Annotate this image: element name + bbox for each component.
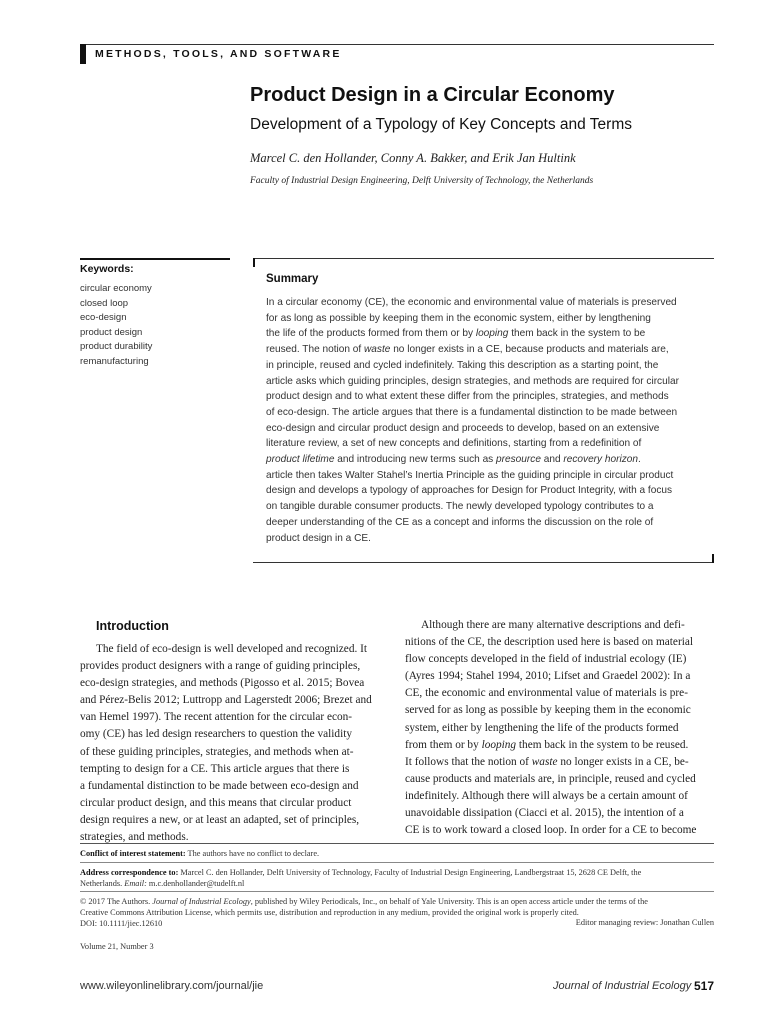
text-line: product design and to what extent these differ from the principles, strategies, and methods	[266, 391, 669, 403]
text-line: article asks which guiding principles, design strategies, and methods are required for circular	[266, 375, 679, 387]
text-line: a fundamental distinction to be made between eco-design and	[80, 779, 359, 792]
summary-top-rule	[253, 258, 714, 259]
text-line: The field of eco-design is well developed and recognized. It	[96, 643, 368, 655]
keyword-item: remanufacturing	[80, 355, 149, 367]
text-line: product design in a CE.	[266, 532, 371, 544]
text-line: unavoidable dissipation (Ciacci et al. 2015), the intention of a	[405, 807, 684, 820]
keywords-list	[80, 282, 152, 369]
email-label: Email:	[124, 879, 147, 888]
text-line: flow concepts developed in the field of industrial ecology (IE)	[405, 653, 687, 666]
keyword-item: product durability	[80, 341, 153, 352]
author-affiliation: Faculty of Industrial Design Engineering, Delft University of Technology, the Netherlands	[250, 176, 594, 186]
summary-corner-tick	[253, 258, 255, 267]
text-line: in principle, reused and cycled indefinitely. Taking this description as a starting point, the	[266, 359, 659, 371]
section-marker	[80, 44, 86, 64]
text-line: design requires a new, or at least an adapted, set of principles,	[80, 813, 360, 826]
conflict-statement	[80, 848, 319, 859]
footnote-rule	[80, 862, 714, 863]
address-text: Marcel C. den Hollander, Delft University of Technology, Faculty of Industrial Design Engineering, Landbergstraat 15, 2628 CE Delft, the	[178, 868, 642, 877]
text-line: van Hemel 1997). The recent attention for the circular econ-	[80, 711, 353, 724]
text-line: of eco-design. The article argues that there is a fundamental distinction to be made between	[266, 406, 678, 418]
text-line: the life of the products formed from them or by looping them back in the system to be	[266, 328, 646, 340]
volume-number: Volume 21, Number 3	[80, 942, 154, 951]
journal-name: Journal of Industrial Ecology	[553, 980, 692, 992]
text-line: on tangible durable consumer products. The newly developed typology contributes to a	[266, 501, 654, 513]
keyword-item: circular economy	[80, 283, 152, 294]
copyright-text: , published by Wiley Periodicals, Inc., on behalf of Yale University. This is an open access article under the terms of the	[250, 897, 648, 906]
text-line: and Pérez-Belis 2012; Luttropp and Lagerstedt 2006; Brezet and	[80, 694, 372, 707]
conflict-label: Conflict of interest statement:	[80, 849, 186, 858]
footnote-rule	[80, 843, 714, 844]
text-line: omy (CE) has led design researchers to question the validity	[80, 728, 352, 741]
text-line: eco-design strategies, and methods (Pigosso et al. 2015; Bovea	[80, 677, 365, 690]
summary-bottom-rule	[253, 562, 714, 563]
email-address[interactable]: m.c.denhollander@tudelft.nl	[146, 879, 245, 888]
keywords-rule	[80, 258, 230, 260]
text-line: (Ayres 1994; Stahel 1994, 2010; Lifset and Graedel 2002): In a	[405, 670, 691, 683]
text-line: of these guiding principles, strategies, and methods when at-	[80, 745, 354, 758]
introduction-heading: Introduction	[96, 619, 169, 633]
summary-title: Summary	[266, 273, 319, 285]
keyword-item: product design	[80, 326, 143, 338]
author-list: Marcel C. den Hollander, Conny A. Bakker, and Erik Jan Hultink	[250, 151, 576, 165]
address-text: Netherlands.	[80, 879, 125, 888]
copyright-notice	[80, 896, 648, 929]
text-line: CE, the economic and environmental value of materials is pre-	[405, 687, 688, 700]
summary-text	[266, 295, 700, 546]
text-line: provides product designers with a range of guiding principles,	[80, 660, 361, 673]
text-line: literature review, a set of new concepts and definitions, starting from a redefinition of	[266, 438, 642, 450]
section-label: METHODS, TOOLS, AND SOFTWARE	[95, 48, 342, 60]
text-line: product lifetime and introducing new terms such as presource and recovery horizon.	[266, 454, 641, 466]
article-title: Product Design in a Circular Economy	[250, 84, 615, 106]
text-line: system, either by lengthening the life of the products formed	[405, 721, 679, 734]
text-line: In a circular economy (CE), the economic and environmental value of materials is preserved	[266, 297, 677, 308]
text-line: Although there are many alternative descriptions and defi-	[421, 619, 685, 631]
text-line: circular product design, and this means that circular product	[80, 796, 352, 809]
address-label: Address correspondence to:	[80, 868, 179, 877]
body-column-left	[80, 641, 390, 846]
keyword-item: eco-design	[80, 312, 127, 323]
correspondence-address	[80, 867, 641, 889]
doi-text[interactable]: DOI: 10.1111/jiec.12610	[80, 919, 163, 928]
text-line: design and develops a typology of approaches for Design for Product Integrity, with a focus	[266, 485, 673, 497]
text-line: nitions of the CE, the description used here is based on material	[405, 636, 693, 649]
text-line: strategies, and methods.	[80, 831, 189, 844]
summary-corner-tick	[712, 554, 714, 563]
text-line: indefinitely. Although there will always be a certain amount of	[405, 789, 688, 802]
text-line: article then takes Walter Stahel’s Inertia Principle as the guiding principle in circular product	[266, 469, 674, 481]
conflict-text: The authors have no conflict to declare.	[185, 849, 320, 858]
text-line: eco-design and circular product design and proceeds to develop, based on an extensive	[266, 422, 660, 434]
text-line: from them or by looping them back in the system to be reused.	[405, 738, 689, 751]
text-line: reused. The notion of waste no longer exists in a CE, because products and materials are,	[266, 344, 669, 356]
text-line: CE is to work toward a closed loop. In order for a CE to become	[405, 824, 697, 837]
footnote-rule	[80, 891, 714, 892]
copyright-text: © 2017 The Authors.	[80, 897, 153, 906]
article-subtitle: Development of a Typology of Key Concepts and Terms	[250, 116, 632, 133]
section-rule	[86, 44, 714, 45]
body-column-right	[405, 617, 715, 839]
text-line: deeper understanding of the CE as a concept and informs the discussion on the role of	[266, 516, 654, 528]
editor-note: Editor managing review: Jonathan Cullen	[575, 918, 714, 927]
text-line: served for as long as possible by keeping them in the economic	[405, 704, 691, 717]
license-text: Creative Commons Attribution License, which permits use, distribution and reproduction in any medium, provided the original work is properly cited.	[80, 908, 579, 917]
text-line: for as long as possible by keeping them in the economic system, either by lengthening	[266, 312, 651, 324]
journal-url-link[interactable]: www.wileyonlinelibrary.com/journal/jie	[80, 980, 264, 992]
keywords-title: Keywords:	[80, 263, 134, 275]
keyword-item: closed loop	[80, 297, 129, 309]
copyright-journal: Journal of Industrial Ecology	[152, 897, 251, 906]
text-line: tempting to design for a CE. This article argues that there is	[80, 762, 350, 775]
text-line: It follows that the notion of waste no longer exists in a CE, be-	[405, 755, 689, 768]
page-number: 517	[694, 979, 715, 993]
text-line: cause products and materials are, in principle, reused and cycled	[405, 772, 696, 785]
